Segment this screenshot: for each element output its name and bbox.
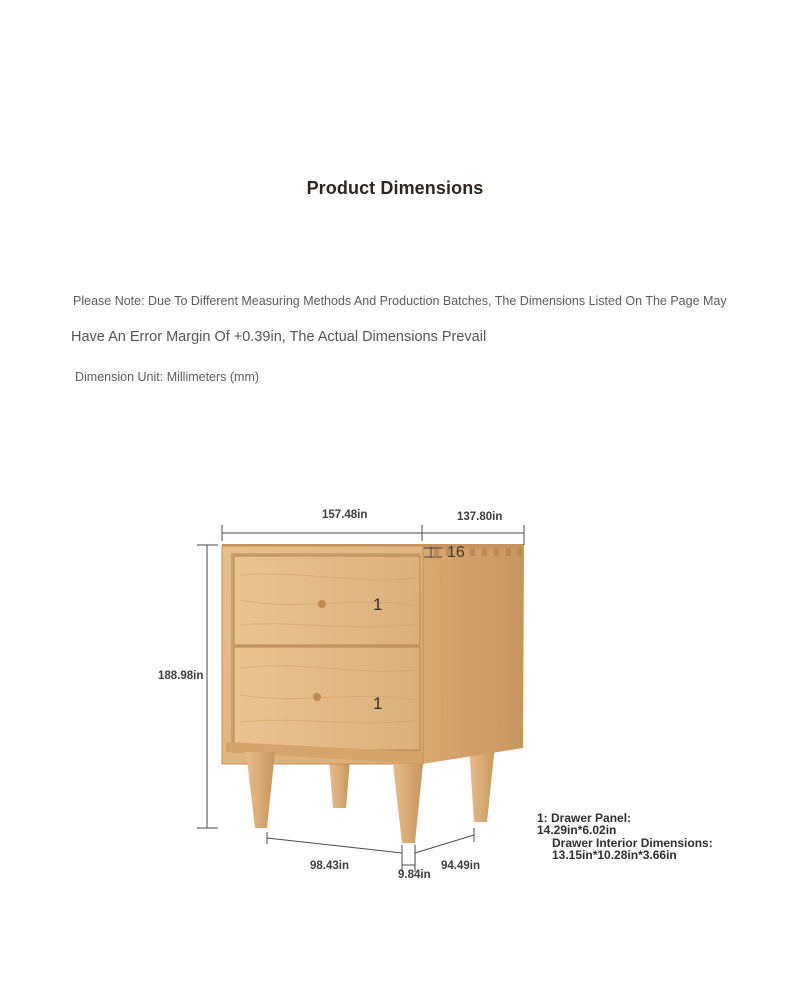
- leg-front-left: [246, 752, 275, 828]
- cabinet-side-panel: [422, 547, 524, 764]
- leg-front-right: [393, 764, 423, 843]
- leg-back-left: [329, 760, 350, 808]
- legend-drawer-interior-title: Drawer Interior Dimensions:: [552, 836, 713, 850]
- legend-drawer-panel-size: 14.29in*6.02in: [537, 823, 617, 837]
- dimension-leg-span-front-label: 98.43in: [310, 860, 349, 872]
- drawer-marker-bottom: 1: [373, 694, 383, 713]
- dimension-depth-label: 137.80in: [457, 511, 503, 523]
- leg-back-right: [469, 745, 495, 822]
- drawer-bottom: [234, 647, 420, 750]
- drawer-knob-bottom: [313, 693, 321, 701]
- dimension-leg-span-side-label: 94.49in: [441, 860, 480, 872]
- dimension-height-label: 188.98in: [158, 670, 204, 682]
- dimension-top-thickness-label: 16: [447, 544, 465, 561]
- drawer-knob-top: [318, 600, 326, 608]
- legend-drawer-panel-title: 1: Drawer Panel:: [537, 811, 632, 825]
- dimension-leg-diameter-label: 9.84in: [398, 869, 431, 881]
- page-title: Product Dimensions: [306, 178, 484, 198]
- drawer-marker-top: 1: [373, 595, 383, 614]
- dimension-unit-note: Dimension Unit: Millimeters (mm): [75, 370, 260, 384]
- measurement-note-line-1: Please Note: Due To Different Measuring Methods And Production Batches, The Dimensions Listed On The Page May: [73, 294, 727, 308]
- dimension-width-label: 157.48in: [322, 509, 368, 521]
- legend-drawer-interior-size: 13.15in*10.28in*3.66in: [552, 848, 677, 862]
- drawer-top: [234, 556, 420, 645]
- measurement-note-line-2: Have An Error Margin Of +0.39in, The Actual Dimensions Prevail: [71, 329, 487, 345]
